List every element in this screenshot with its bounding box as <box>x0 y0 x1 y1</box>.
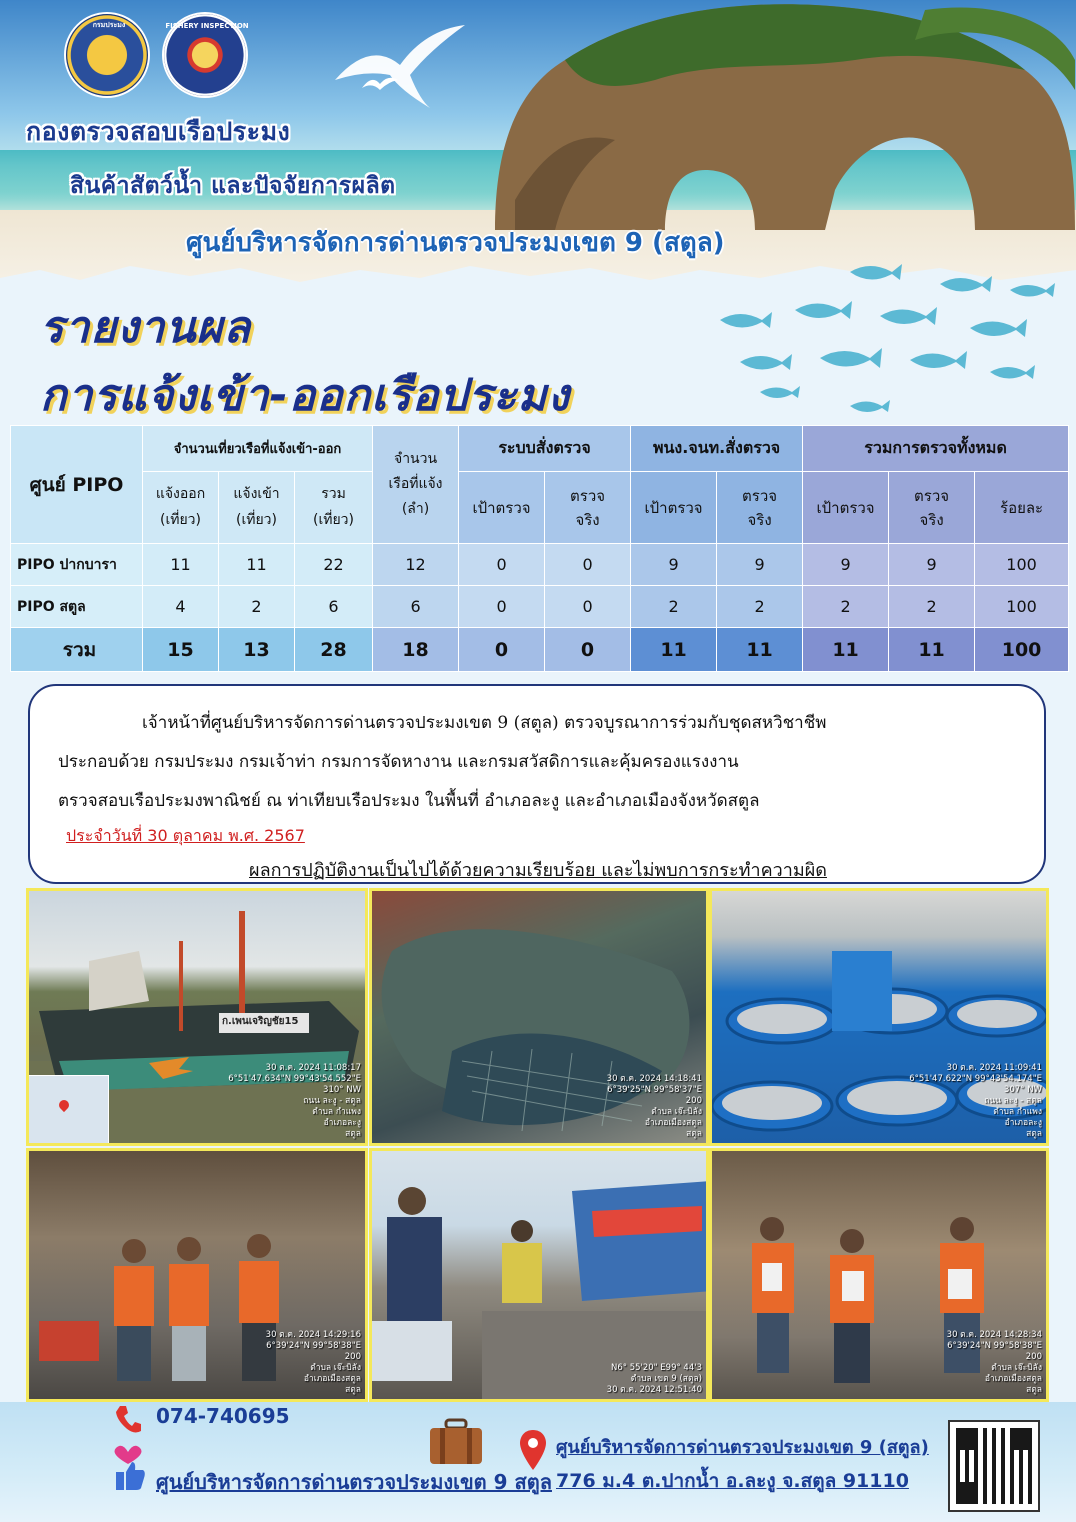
org-name-line2: สินค้าสัตว์น้ำ และปัจจัยการผลิต <box>70 173 396 199</box>
gps-stamp: 30 ต.ค. 2024 14:29:16 6°39'24"N 99°58'38"E 200 ตำบล เจ๊ะบิลัง อำเภอเมืองสตูล สตูล <box>265 1330 361 1395</box>
header-banner <box>0 0 1076 300</box>
facebook-page-name: ศูนย์บริหารจัดการด่านตรวจประมงเขต 9 สตูล <box>156 1470 552 1494</box>
description-line3: ตรวจสอบเรือประมงพาณิชย์ ณ ท่าเทียบเรือประมง ในพื้นที่ อำเภอละงู และอำเภอเมืองจังหวัดสตูล <box>58 791 760 811</box>
header-officer-inspection: พนง.จนท.สั่งตรวจ <box>631 426 803 472</box>
contact-phone: 074-740695 <box>156 1404 290 1428</box>
location-minimap <box>29 1075 109 1143</box>
header-sys-actual: ตรวจ จริง <box>545 472 631 544</box>
gps-stamp: 30 ต.ค. 2024 11:08:17 6°51'47.634"N 99°43'54.552"E 310° NW ถนน ละงู - สตูล ตำบล กำแพง อำเภอละงู สตูล <box>228 1063 361 1139</box>
department-of-fisheries-logo: กรมประมง <box>64 12 150 98</box>
header-trip-total: รวม (เที่ยว) <box>295 472 373 544</box>
header-boats: จำนวน เรือที่แจ้ง (ลำ) <box>373 426 459 544</box>
report-title-line1: รายงานผล <box>40 302 252 353</box>
address-line2: 776 ม.4 ต.ปากน้ำ อ.ละงู จ.สตูล 91110 <box>556 1470 909 1492</box>
pipo-report-table <box>10 425 1068 672</box>
photo-fishing-boat <box>26 888 368 1146</box>
org-name-line1: กองตรวจสอบเรือประมง <box>26 117 291 146</box>
header-trips: จำนวนเที่ยวเรือที่แจ้งเข้า-ออก <box>143 426 373 472</box>
photo-fish-barrels <box>709 888 1049 1146</box>
header-center: ศูนย์ PIPO <box>11 426 143 544</box>
fish-school-graphic <box>700 262 1070 422</box>
header-all-actual: ตรวจ จริง <box>889 472 975 544</box>
result-statement: ผลการปฏิบัติงานเป็นไปได้ด้วยความเรียบร้อย และไม่พบการกระทำความผิด <box>249 860 827 881</box>
photo-fishing-net <box>369 888 709 1146</box>
fishery-inspection-logo: FISHERY INSPECTION <box>162 12 248 98</box>
suitcase-icon <box>426 1418 486 1468</box>
table-row: PIPO สตูล 4 2 6 6 0 0 2 2 2 2 100 <box>11 586 1069 628</box>
gps-stamp: N6° 55'20" E99° 44'3 ตำบล เขต 9 (สตูล) 30 ต.ค. 2024 12:51:40 <box>606 1363 702 1395</box>
header-out: แจ้งออก (เที่ยว) <box>143 472 219 544</box>
description-line2: ประกอบด้วย กรมประมง กรมเจ้าท่า กรมการจัดหางาน และกรมสวัสดิการและคุ้มครองแรงงาน <box>58 752 739 772</box>
description-line1: เจ้าหน้าที่ศูนย์บริหารจัดการด่านตรวจประมงเขต 9 (สตูล) ตรวจบูรณาการร่วมกับชุดสหวิชาชีพ <box>142 713 827 733</box>
report-date: ประจำวันที่ 30 ตุลาคม พ.ศ. 2567 <box>66 826 305 845</box>
header-percent: ร้อยละ <box>975 472 1069 544</box>
report-title-line2: การแจ้งเข้า-ออกเรือประมง <box>40 370 570 421</box>
header-off-target: เป้าตรวจ <box>631 472 717 544</box>
header-all-target: เป้าตรวจ <box>803 472 889 544</box>
gps-stamp: 30 ต.ค. 2024 14:28:34 6°39'24"N 99°58'38"E 200 ตำบล เจ๊ะบิลัง อำเภอเมืองสตูล สตูล <box>946 1330 1042 1395</box>
photo-officers-inspecting <box>369 1148 709 1402</box>
table-sum-row: รวม 15 13 28 18 0 0 11 11 11 11 100 <box>11 628 1069 672</box>
boat-name-label: ก.เพนเจริญชัย15 <box>222 1016 299 1027</box>
address-line1: ศูนย์บริหารจัดการด่านตรวจประมงเขต 9 (สตูล) <box>556 1437 929 1458</box>
photo-crew-documents <box>709 1148 1049 1402</box>
location-pin-icon <box>518 1428 548 1472</box>
header-total-inspection: รวมการตรวจทั้งหมด <box>803 426 1069 472</box>
seagull-icon <box>360 70 400 94</box>
header-sys-target: เป้าตรวจ <box>459 472 545 544</box>
phone-icon <box>114 1404 142 1436</box>
header-system-inspection: ระบบสั่งตรวจ <box>459 426 631 472</box>
rock-arch-image <box>455 0 1075 230</box>
gps-stamp: 30 ต.ค. 2024 11:09:41 6°51'47.622"N 99°43'54.174"E 307° NW ถนน ละงู - สตูล ตำบล กำแพง อำเภอละงู สตูล <box>909 1063 1042 1139</box>
photo-crew-members <box>26 1148 368 1402</box>
table-row: PIPO ปากบารา 11 11 22 12 0 0 9 9 9 9 100 <box>11 544 1069 586</box>
gps-stamp: 30 ต.ค. 2024 14:18:41 6°39'25"N 99°58'37"E 200 ตำบล เจ๊ะบิลัง อำเภอเมืองสตูล สตูล <box>606 1074 702 1139</box>
center-name: ศูนย์บริหารจัดการด่านตรวจประมงเขต 9 (สตูล) <box>186 228 725 258</box>
like-heart-icon <box>110 1442 146 1492</box>
header-off-actual: ตรวจ จริง <box>717 472 803 544</box>
qr-code[interactable] <box>948 1420 1040 1512</box>
header-in: แจ้งเข้า (เที่ยว) <box>219 472 295 544</box>
seagull-icon <box>330 20 470 110</box>
description-box <box>28 684 1046 884</box>
